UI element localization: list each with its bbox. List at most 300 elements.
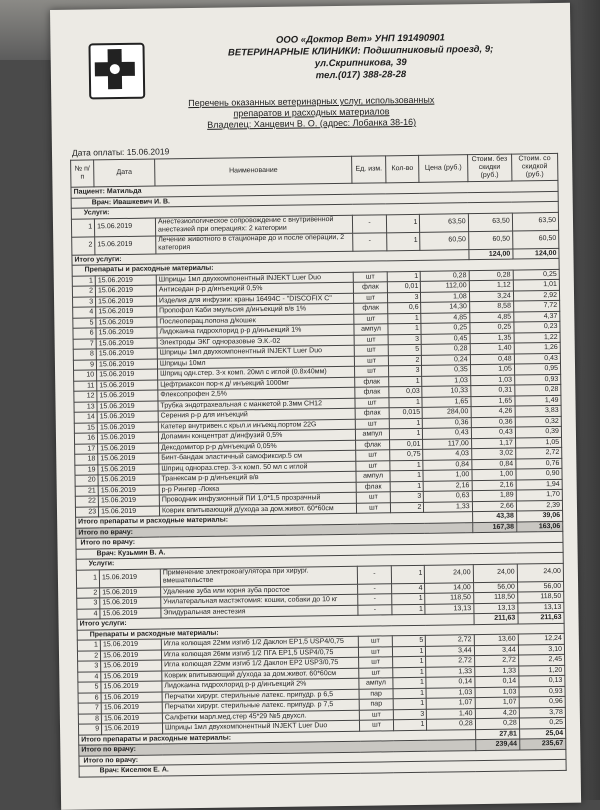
materials-total-label: Итого препараты и расходные материалы: <box>76 512 473 528</box>
row-unit: шт <box>359 657 393 668</box>
row-discount-sum: 1,70 <box>516 489 562 500</box>
row-date: 15.06.2019 <box>101 692 162 703</box>
row-sum: 2,66 <box>472 501 516 512</box>
row-number: 9 <box>78 724 101 735</box>
row-date: 15.06.2019 <box>97 432 158 443</box>
row-qty: 1 <box>386 232 420 250</box>
row-sum: 118,50 <box>473 592 517 603</box>
row-name: Анестезиологическое сопровождение с внутривенной анестезией при операциях: 2 категории <box>155 215 353 236</box>
row-discount-sum: 1,20 <box>518 665 564 676</box>
materials-total-2-sum: 27,81 <box>475 729 519 740</box>
clinic-header <box>170 31 551 84</box>
row-name: Применение электрокоагулятора при хирург. вмешательстве <box>160 566 358 587</box>
row-qty: 1 <box>392 593 426 604</box>
row-number: 2 <box>77 650 100 661</box>
row-discount-sum: 1,26 <box>514 342 560 353</box>
row-sum: 1,00 <box>472 469 516 480</box>
row-discount-sum: 3,78 <box>519 707 565 718</box>
row-unit: шт <box>359 646 393 657</box>
row-discount-sum: 2,72 <box>515 447 561 458</box>
row-qty: 1 <box>389 418 423 429</box>
col-name: Наименование <box>155 156 353 186</box>
row-number: 1 <box>71 218 94 236</box>
services-total-2-label: Итого услуги: <box>77 614 474 630</box>
row-sum: 1,05 <box>470 364 514 375</box>
row-name: Цефтриаксон пор-к д/ инъекций 1000мг <box>158 377 355 390</box>
row-discount-sum: 7,72 <box>513 300 559 311</box>
row-unit: - <box>353 214 387 232</box>
row-date: 15.06.2019 <box>95 236 156 255</box>
row-name: Дексдомитор р-р д/инъекций 0,05% <box>159 440 356 453</box>
row-qty: 1 <box>389 397 423 408</box>
row-unit: шт <box>355 397 389 408</box>
row-date: 15.06.2019 <box>100 597 161 608</box>
row-number: 3 <box>73 296 96 307</box>
row-name: Коврик впитывающий д/ухода за дом.живот. 60*60см <box>162 668 359 681</box>
row-price: 118,50 <box>425 593 473 604</box>
doctor-row-3-cell: Врач: Киселюк Е. А. <box>79 759 566 776</box>
row-discount-sum: 0,28 <box>515 384 561 395</box>
row-date: 15.06.2019 <box>101 650 162 661</box>
row-name: Игла колющая 22мм изгиб 1/2 Даклон EP2 USP3/0,75 <box>162 657 359 670</box>
row-discount-sum: 0,90 <box>516 468 562 479</box>
services-total-2-sum: 211,63 <box>474 613 518 624</box>
row-qty: 1 <box>392 646 426 657</box>
row-sum: 4,26 <box>471 406 515 417</box>
row-qty: 1 <box>390 460 424 471</box>
row-unit: шт <box>359 636 393 647</box>
clinic-logo-icon <box>88 43 145 100</box>
clinic-name: ООО «Доктор Вет» УНП 191490901 <box>275 32 445 46</box>
row-discount-sum: 3,83 <box>515 405 561 416</box>
row-price: 1,03 <box>422 375 470 386</box>
row-discount-sum: 1,05 <box>515 437 561 448</box>
row-sum: 1,07 <box>475 697 519 708</box>
row-discount-sum: 1,94 <box>516 479 562 490</box>
row-sum: 63,50 <box>468 213 512 232</box>
row-unit: флак <box>356 481 390 492</box>
row-date: 15.06.2019 <box>100 587 161 598</box>
row-number: 1 <box>77 640 100 651</box>
row-date: 15.06.2019 <box>97 369 158 380</box>
row-unit: шт <box>353 271 387 282</box>
row-name: Шприц однораз.стер. 3-х комп. 50 мл с иглой <box>159 461 356 474</box>
row-discount-sum: 24,00 <box>517 563 563 582</box>
row-price: 0,24 <box>422 354 470 365</box>
row-sum: 60,50 <box>468 231 512 250</box>
row-price: 1,08 <box>421 291 469 302</box>
row-date: 15.06.2019 <box>101 681 162 692</box>
row-name: Унилатеральная мастэктомия: кошки, собаки до 10 кг <box>161 594 358 607</box>
row-sum: 0,14 <box>475 676 519 687</box>
row-discount-sum: 0,39 <box>515 426 561 437</box>
row-unit: шт <box>356 460 390 471</box>
row-date: 15.06.2019 <box>94 218 155 237</box>
row-sum: 56,00 <box>473 582 517 593</box>
document-title-line1: Перечень оказанных ветеринарных услуг, использованных <box>188 94 435 109</box>
row-qty: 1 <box>389 428 423 439</box>
row-qty: 1 <box>390 470 424 481</box>
row-unit: шт <box>355 355 389 366</box>
row-sum: 2,16 <box>472 480 516 491</box>
row-price: 1,33 <box>426 666 474 677</box>
row-qty: 1 <box>388 313 422 324</box>
row-number: 11 <box>74 380 97 391</box>
row-date: 15.06.2019 <box>97 401 158 412</box>
col-price: Цена (руб.) <box>419 155 468 183</box>
row-sum: 1,03 <box>470 375 514 386</box>
row-name: Коврик впитывающий д/ухода за дом.живот. 60*60см <box>159 503 356 516</box>
row-qty: 3 <box>388 334 422 345</box>
clinic-address: ВЕТЕРИНАРНЫЕ КЛИНИКИ: Подшипниковый проезд, 9; <box>227 43 494 59</box>
row-name: Салфетки марл.мед.стер 45*29 №5 двухсл. <box>162 710 359 723</box>
row-date: 15.06.2019 <box>95 275 156 286</box>
row-sum: 1,40 <box>470 343 514 354</box>
row-sum: 0,25 <box>470 322 514 333</box>
row-price: 0,63 <box>424 491 472 502</box>
row-date: 15.06.2019 <box>96 359 157 370</box>
row-price: 2,72 <box>426 635 474 646</box>
row-sum: 0,28 <box>469 270 513 281</box>
row-name: Катетер внутривен.с крыл.и инъекц.портом 22G <box>158 419 355 432</box>
row-discount-sum: 0,25 <box>513 269 559 280</box>
row-unit: пар <box>359 699 393 710</box>
row-name: Электроды ЭКГ одноразовые Э.К.-02 <box>157 335 354 348</box>
row-date: 15.06.2019 <box>98 453 159 464</box>
row-discount-sum: 56,00 <box>517 581 563 592</box>
row-name: Проводник инфузионный ПИ 1,0*1,5 прозрачный <box>159 492 356 505</box>
row-name: Трубка эндотрахеальная с манжетой р.3мм СН12 <box>158 398 355 411</box>
row-sum: 13,13 <box>474 603 518 614</box>
row-number: 16 <box>74 433 97 444</box>
row-name: Шприцы 10мл <box>157 356 354 369</box>
row-discount-sum: 118,50 <box>517 591 563 602</box>
row-date: 15.06.2019 <box>101 660 162 671</box>
row-date: 15.06.2019 <box>96 306 157 317</box>
row-discount-sum: 0,95 <box>514 363 560 374</box>
row-sum: 3,44 <box>474 645 518 656</box>
row-sum: 13,60 <box>474 634 518 645</box>
row-price: 0,84 <box>423 459 471 470</box>
row-discount-sum: 0,93 <box>514 374 560 385</box>
row-date: 15.06.2019 <box>102 723 163 734</box>
services-total-discount-sum: 124,00 <box>513 248 559 259</box>
row-date: 15.06.2019 <box>97 390 158 401</box>
row-qty: 1 <box>393 677 427 688</box>
row-number: 4 <box>77 608 100 619</box>
row-price: 0,28 <box>421 270 469 281</box>
row-number: 20 <box>75 475 98 486</box>
row-qty: 0,75 <box>390 449 424 460</box>
row-number: 6 <box>78 692 101 703</box>
row-qty: 1 <box>390 481 424 492</box>
row-discount-sum: 0,23 <box>514 321 560 332</box>
row-number: 3 <box>77 598 100 609</box>
materials-total-sum: 43,38 <box>472 511 516 522</box>
row-date: 15.06.2019 <box>101 671 162 682</box>
row-unit: шт <box>355 366 389 377</box>
materials-total-discount-sum: 39,06 <box>516 510 562 521</box>
row-discount-sum: 2,92 <box>513 290 559 301</box>
row-qty: 3 <box>387 292 421 303</box>
row-discount-sum: 60,50 <box>512 230 558 249</box>
row-number: 12 <box>74 391 97 402</box>
doctor-total-2-sum: 239,44 <box>475 739 519 750</box>
row-discount-sum: 12,24 <box>518 633 564 644</box>
row-price: 0,35 <box>422 365 470 376</box>
row-price: 14,30 <box>421 302 469 313</box>
doctor-total-discount-sum: 163,06 <box>516 521 562 532</box>
table-body <box>71 180 566 776</box>
row-unit: ампул <box>356 429 390 440</box>
row-unit: флак <box>354 282 388 293</box>
row-sum: 0,48 <box>470 354 514 365</box>
row-date: 15.06.2019 <box>97 422 158 433</box>
row-qty: 1 <box>393 688 427 699</box>
row-unit: флак <box>355 387 389 398</box>
row-qty: 0,6 <box>387 302 421 313</box>
row-price: 60,50 <box>420 231 469 250</box>
row-sum: 0,31 <box>470 385 514 396</box>
row-price: 4,85 <box>421 312 469 323</box>
row-number: 2 <box>72 236 95 254</box>
row-unit: - <box>358 604 392 615</box>
row-name: Шприцы 1мл двухкомпонентный INJEKT Luer Duo <box>162 720 359 733</box>
row-number: 21 <box>75 485 98 496</box>
row-qty: 1 <box>392 656 426 667</box>
row-sum: 0,43 <box>471 427 515 438</box>
row-number: 6 <box>73 328 96 339</box>
row-price: 24,00 <box>425 564 474 583</box>
doctor-total-label: Итого по врачу: <box>76 522 473 538</box>
row-unit: ампул <box>356 471 390 482</box>
document-title-line2: препаратов и расходных материалов <box>233 106 390 119</box>
row-qty: 1 <box>386 214 420 232</box>
row-discount-sum: 63,50 <box>512 212 558 231</box>
row-qty: 1 <box>387 271 421 282</box>
row-qty: 0,03 <box>389 386 423 397</box>
row-unit: ампул <box>359 678 393 689</box>
services-total-2-discount-sum: 211,63 <box>518 612 564 623</box>
row-qty: 1 <box>392 604 426 615</box>
services-total-sum: 124,00 <box>469 249 513 260</box>
row-date: 15.06.2019 <box>98 474 159 485</box>
row-number: 3 <box>78 661 101 672</box>
row-name: Перчатки хирург. стерильные латекс. припудр. р 6,5 <box>162 689 359 702</box>
row-discount-sum: 0,32 <box>515 416 561 427</box>
row-price: 63,50 <box>420 213 469 232</box>
row-sum: 0,28 <box>475 718 519 729</box>
row-name: Игла колющая 22мм изгиб 1/2 Даклон EP1,5 USP4/0,75 <box>161 636 358 649</box>
doctor-total-sum: 167,38 <box>472 522 516 533</box>
row-sum: 3,24 <box>469 291 513 302</box>
row-number: 22 <box>75 496 98 507</box>
row-date: 15.06.2019 <box>98 485 159 496</box>
services-label-2-cell: Услуги: <box>76 552 563 569</box>
row-name: Эпидуральная анестезия <box>161 605 358 618</box>
row-date: 15.06.2019 <box>101 713 162 724</box>
row-qty: 1 <box>391 565 425 583</box>
row-sum: 1,65 <box>471 396 515 407</box>
row-date: 15.06.2019 <box>96 327 157 338</box>
row-name: Послеоперац.попона д/кошек <box>157 314 354 327</box>
row-number: 1 <box>72 275 95 286</box>
row-date: 15.06.2019 <box>99 569 160 588</box>
row-name: Перчатки хирург. стерильные латекс. припудр. р 7,5 <box>162 699 359 712</box>
doctor-row: Врач: Ивашкевич И. В. <box>71 191 558 208</box>
row-name: Лидокаина гидрохлорид р-р д/инъекций 2% <box>162 678 359 691</box>
col-discount-sum: Стоим. со скидкой (руб.) <box>511 153 558 181</box>
row-number: 2 <box>72 286 95 297</box>
row-name: Шприц одн.стер. 3-х комп. 20мл с иглой (0.8х40мм) <box>157 366 354 379</box>
row-unit: флак <box>354 303 388 314</box>
clinic-address-2: ул.Скрипникова, 39 <box>314 57 407 70</box>
row-unit: - <box>358 594 392 605</box>
row-price: 0,45 <box>421 333 469 344</box>
row-qty: 4 <box>391 583 425 594</box>
row-unit: шт <box>360 720 394 731</box>
row-discount-sum: 2,45 <box>518 654 564 665</box>
row-number: 4 <box>78 671 101 682</box>
row-unit: шт <box>357 492 391 503</box>
row-unit: шт <box>356 450 390 461</box>
row-qty: 5 <box>388 344 422 355</box>
row-unit: - <box>353 232 387 250</box>
row-sum: 1,33 <box>474 666 518 677</box>
row-date: 15.06.2019 <box>96 348 157 359</box>
col-unit: Ед. изм. <box>352 156 386 183</box>
row-name: Флексопрофен 2,5% <box>158 387 355 400</box>
row-price: 1,65 <box>422 396 470 407</box>
row-discount-sum: 2,39 <box>516 500 562 511</box>
col-qty: Кол-во <box>385 155 419 182</box>
row-price: 1,03 <box>426 687 474 698</box>
row-sum: 8,58 <box>469 301 513 312</box>
row-qty: 3 <box>390 491 424 502</box>
row-sum: 1,12 <box>469 280 513 291</box>
row-number: 7 <box>78 703 101 714</box>
materials-label-cell: Препараты и расходные материалы: <box>72 258 559 275</box>
row-sum: 1,17 <box>471 438 515 449</box>
row-discount-sum: 3,10 <box>518 644 564 655</box>
row-date: 15.06.2019 <box>96 317 157 328</box>
row-unit: ампул <box>354 324 388 335</box>
row-price: 117,00 <box>423 438 471 449</box>
row-discount-sum: 1,49 <box>515 395 561 406</box>
row-date: 15.06.2019 <box>97 411 158 422</box>
row-name: Лидокаина гидрохлорид р-р д/инъекций 1% <box>157 324 354 337</box>
payment-date: Дата оплаты: 15.06.2019 <box>71 146 170 158</box>
doctor-total-label-2-cell: Итого по врачу: <box>76 531 563 548</box>
materials-label-2-cell: Препараты и расходные материалы: <box>77 623 564 640</box>
row-price: 0,36 <box>423 417 471 428</box>
row-unit: шт <box>354 345 388 356</box>
row-qty: 2 <box>388 355 422 366</box>
services-total-label: Итого услуги: <box>72 249 469 265</box>
row-price: 112,00 <box>421 281 469 292</box>
row-unit: флак <box>355 408 389 419</box>
row-unit: шт <box>357 502 391 513</box>
row-price: 0,28 <box>422 344 470 355</box>
row-price: 0,25 <box>421 323 469 334</box>
row-price: 14,00 <box>425 582 473 593</box>
row-name: Пропофол Каби эмульсия д/инъекций в/в 1% <box>157 303 354 316</box>
row-price: 4,03 <box>423 449 471 460</box>
row-discount-sum: 0,43 <box>514 353 560 364</box>
row-date: 15.06.2019 <box>96 338 157 349</box>
row-unit: пар <box>359 688 393 699</box>
row-qty: 5 <box>392 635 426 646</box>
row-discount-sum: 0,13 <box>519 675 565 686</box>
row-date: 15.06.2019 <box>98 464 159 475</box>
row-name: Удаление зуба или корня зуба простое <box>161 584 358 597</box>
row-discount-sum: 0,25 <box>519 717 565 728</box>
row-price: 10,33 <box>422 386 470 397</box>
row-date: 15.06.2019 <box>96 296 157 307</box>
row-unit: шт <box>354 292 388 303</box>
row-price: 284,00 <box>423 407 471 418</box>
row-unit: - <box>358 565 392 583</box>
row-price: 0,14 <box>426 677 474 688</box>
row-name: Шприцы 1мл двухкомпонентный INJEKT Luer Duo <box>156 272 353 285</box>
row-qty: 0,01 <box>389 439 423 450</box>
doctor-total-label-3-cell: Итого по врачу: <box>79 749 566 766</box>
services-table <box>70 153 567 777</box>
row-qty: 1 <box>388 323 422 334</box>
row-price: 0,43 <box>423 428 471 439</box>
row-discount-sum: 0,76 <box>516 458 562 469</box>
row-sum: 24,00 <box>473 564 517 583</box>
row-sum: 4,85 <box>469 312 513 323</box>
row-number: 8 <box>78 713 101 724</box>
row-number: 10 <box>74 370 97 381</box>
row-name: Транексам р-р д/инъекций в/в <box>159 471 356 484</box>
services-label: Услуги: <box>71 201 558 218</box>
row-name: Шприцы 1мл двухкомпонентный INJEKT Luer Duo <box>157 345 354 358</box>
row-price: 0,28 <box>427 719 475 730</box>
row-discount-sum: 1,01 <box>513 279 559 290</box>
row-name: Бинт-бандаж эластичный самофиксир.5 см <box>159 450 356 463</box>
row-number: 9 <box>73 359 96 370</box>
row-qty: 3 <box>388 365 422 376</box>
doctor-total-2-label: Итого по врачу: <box>79 740 476 756</box>
row-qty: 0,015 <box>389 407 423 418</box>
row-qty: 2 <box>390 502 424 513</box>
row-number: 15 <box>74 422 97 433</box>
row-qty: 1 <box>388 376 422 387</box>
materials-total-2-label: Итого препараты и расходные материалы: <box>79 729 476 745</box>
row-price: 1,07 <box>427 698 475 709</box>
row-name: Игла колющая 26мм изгиб 1/2 ПГА EP1,5 USP4/0,75 <box>161 647 358 660</box>
row-discount-sum: 0,93 <box>519 686 565 697</box>
row-sum: 1,03 <box>475 687 519 698</box>
row-qty: 1 <box>393 667 427 678</box>
row-number: 19 <box>75 464 98 475</box>
row-number: 1 <box>76 569 99 587</box>
row-date: 15.06.2019 <box>100 639 161 650</box>
row-discount-sum: 13,13 <box>518 602 564 613</box>
row-sum: 0,36 <box>471 417 515 428</box>
row-number: 14 <box>74 412 97 423</box>
col-number: № п/п <box>71 160 94 187</box>
row-date: 15.06.2019 <box>95 285 156 296</box>
row-date: 15.06.2019 <box>101 702 162 713</box>
row-date: 15.06.2019 <box>98 495 159 506</box>
row-sum: 0,84 <box>471 459 515 470</box>
owner-line: Владелец: Ханцевич В. О. (адрес: Лобанка 38-16) <box>207 116 417 130</box>
patient-row: Пациент: Матильда <box>71 180 558 197</box>
row-name: Серения р-р для инъекций <box>158 408 355 421</box>
